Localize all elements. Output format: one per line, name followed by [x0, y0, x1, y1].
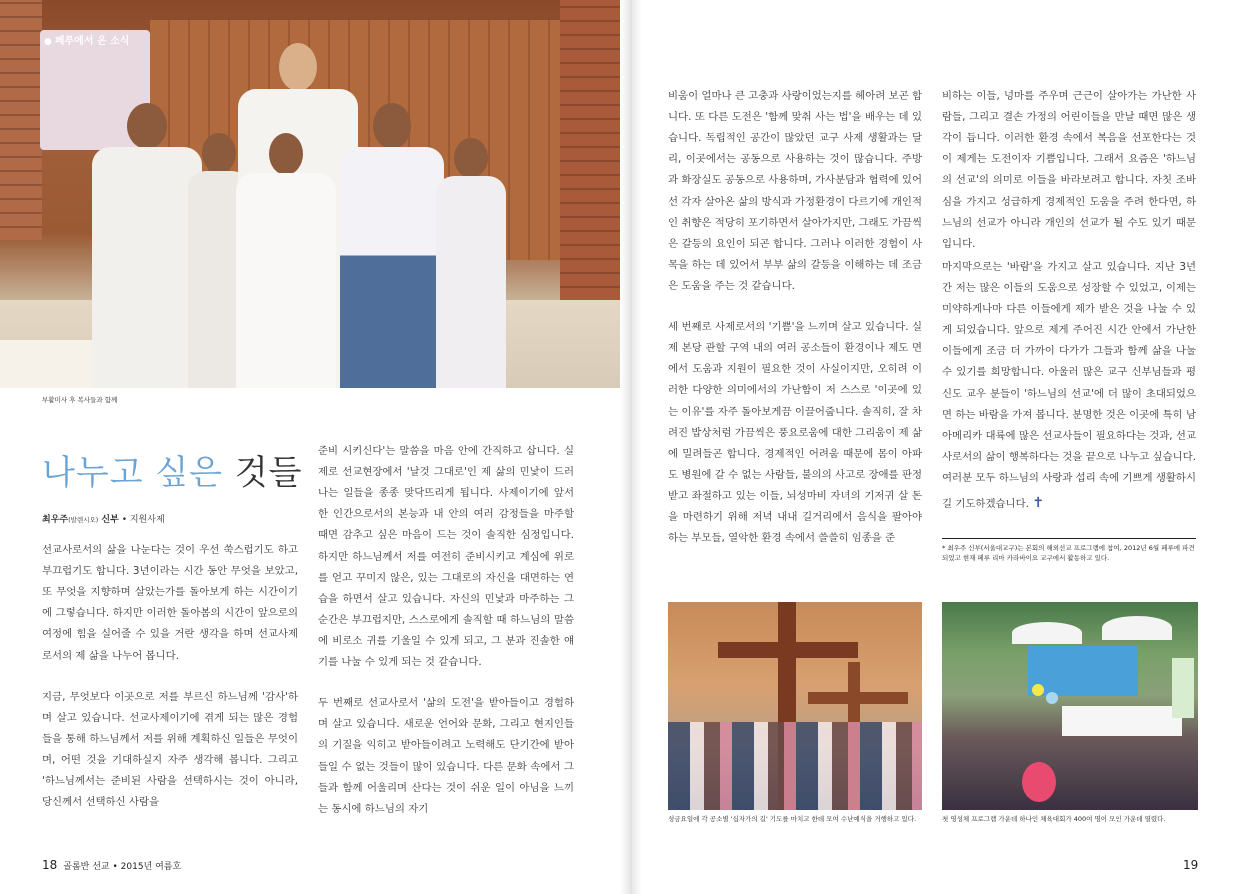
paragraph: 두 번째로 선교사로서 '삶의 도전'을 받아들이고 경험하며 살고 있습니다. 새로운 언어와 문화, 그리고 현지인들의 기질을 익히고 받아들이려고 노력해도 단기간에 받아들일 수 없는 것들이 많이 있습니다. 다른 문화 속에서 그들과 함께 어울리며 산다는 것이 쉬운 일이 아님을 느끼는 동시에 하느님의 자기: [318, 697, 574, 815]
column-2: [318, 441, 574, 840]
photo3-caption: 첫 영성체 프로그램 가운데 하나인 체육대회가 400여 명이 모인 가운데 열렸다.: [942, 815, 1166, 823]
main-photo: [0, 0, 620, 388]
paragraph: 지금, 무엇보다 이곳으로 저를 부르신 하느님께 '감사'하며 살고 있습니다. 선교사제이기에 겪게 되는 많은 경험들을 통해 하느님께서 저를 위해 계획하신 일들은 무엇이며, 어떤 것을 기대하실지 자주 생각해 봅니다. 그리고 '하느님께서는 준비된 사람을 선택하시는 것이 아니라, 당신께서 선택하신 사람을: [42, 690, 298, 809]
main-photo-caption: 부활미사 후 복사들과 함께: [42, 396, 118, 404]
paragraph: 세 번째로 사제로서의 '기쁨'을 느끼며 살고 있습니다. 실제 본당 관할 구역 내의 여러 공소들이 환경이나 제도 면에서 도움과 지원이 필요한 것이 사실이지만, 오히려 이러한 다양한 의미에서의 가난함이 저 스스로 '이곳에 있는 이유'를 자주 돌아보게끔 이끌어줍니다. 솔직히, 잘 차려진 밥상처럼 가끔씩은 풍요로움에 대한 그리움이 제 삶에 밀려들곤 합니다. 경제적인 어려움 때문에 몸이 아파도 병원에 갈 수 없는 사람들, 불의의 사고로 장애를 판정받고 좌절하고 있는 이들, 뇌성마비 자녀의 기저귀 살 돈을 마련하기 위해 저녁 내내 길거리에서 음식을 팔아야 하는 부모들, 열악한 환경 속에서 쓸쓸히 임종을 준: [668, 321, 922, 545]
footnote: * 최우주 신부(서울대교구)는 본회의 해외선교 프로그램에 참여, 2012년 6월 페루에 파견되었고 현재 페루 리마 카라바이요 교구에서 활동하고 있다.: [942, 544, 1195, 562]
byline: 최우주(발렌시오) 신부 • 지원사제: [42, 515, 165, 525]
paragraph: 비움이 얼마나 큰 고충과 사랑이었는지를 헤아려 보곤 합니다. 또 다른 도전은 '함께 맞춰 사는 법'을 배우는 데 있습니다. 독립적인 공간이 많았던 교구 사제 생활과는 달리, 이곳에서는 공동으로 사용하는 것이 많습니다. 주방과 화장실도 공동으로 사용하며, 가사분담과 협력에 있어선 각자 살아온 삶의 방식과 가정환경이 다르기에 개인적인 취향은 적당히 포기하면서 살아가지만, 그래도 가끔씩은 갈등의 요인이 되곤 합니다. 그러나 이러한 경험이 사목을 하는 데 있어서 부부 삶의 갈등을 이해하는 데 조금은 도움을 주는 것 같습니다.: [668, 90, 922, 292]
paragraph: 준비 시키신다'는 말씀을 마음 안에 간직하고 삽니다. 실제로 선교현장에서 '날것 그대로'인 제 삶의 민낯이 드러나는 일들을 종종 맞닥뜨리게 됩니다. 사제이기에 앞서 한 인간으로서의 본능과 내 안의 여러 감정들을 마주할 때면 감추고 싶은 마음이 드는 것이 솔직한 심정입니다. 하지만 하느님께서 저를 여전히 준비시키고 계심에 위로를 얻고 꾸미지 않은, 있는 그대로의 자신을 대면하는 연습을 하면서 살고 있습니다. 자신의 민낯과 마주하는 그 순간은 부끄럽지만, 스스로에게 솔직할 때 하느님의 말씀에 비로소 귀를 기울일 수 있게 되고, 그 분과 진솔한 얘기를 나눌 수 있게 되는 것 같습니다.: [318, 445, 574, 669]
section-kicker: ● 페루에서 온 소식: [44, 32, 129, 47]
column-3: [668, 86, 922, 569]
photo2-caption: 성금요일에 각 공소별 '십자가의 길' 기도를 마치고 한데 모여 수난예식을 거행하고 있다.: [668, 815, 917, 823]
paragraph: 비하는 이들, 넝마를 주우며 근근이 살아가는 가난한 사람들, 그리고 결손 가정의 어린이들을 만날 때면 많은 생각이 듭니다. 이러한 환경 속에서 복음을 선포한다는 것이 제게는 도전이자 기쁨입니다. 그래서 요즘은 '하느님의 선교'의 의미로 이들을 바라보려고 합니다. 자칫 조바심을 가지고 성급하게 경제적인 도움을 주려 한다면, 하느님의 선교가 아니라 개인의 선교가 될 수도 있기 때문입니다.: [942, 90, 1196, 250]
folio-right: 19: [1183, 858, 1199, 872]
paragraph: 마지막으로는 '바람'을 가지고 살고 있습니다. 지난 3년간 저는 많은 이들의 도움으로 성장할 수 있었고, 이제는 미약하게나마 다른 이들에게 제가 받은 것을 나눌 수 있게 되었습니다. 앞으로 제게 주어진 시간 안에서 가난한 이들에게 조금 더 가까이 다가가 그들과 함께 삶을 나눌 수 있기를 희망합니다. 아울러 많은 교구 신부님들과 평신도 교우 분들이 '하느님의 선교'에 더 많이 초대되었으면 하는 바람을 가져 봅니다. 분명한 것은 이곳에 특히 남아메리카 대륙에 많은 선교사들이 필요하다는 것과, 선교사로서의 삶이 행복하다는 것을 끝으로 나누고 싶습니다. 여러분 모두 하느님의 사랑과 섭리 속에 기쁘게 생활하시길 기도하겠습니다. ✝: [942, 260, 1196, 512]
folio-left: 18 골롬반 선교 • 2015년 여름호: [42, 858, 182, 872]
column-1: [42, 540, 298, 833]
cross-icon: ✝: [1032, 495, 1044, 512]
column-4: [942, 86, 1196, 537]
photo-good-friday: [668, 602, 922, 810]
footnote-rule: [942, 538, 1196, 539]
photo-sports-day: [942, 602, 1198, 810]
paragraph: 선교사로서의 삶을 나눈다는 것이 우선 쑥스럽기도 하고 부끄럽기도 합니다. 3년이라는 시간 동안 무엇을 보았고, 또 무엇을 지향하며 살았는가를 돌아보게 하는 시간이기에 그렇습니다. 하지만 이러한 돌아봄의 시간이 앞으로의 여정에 힘을 실어줄 수 있을 거란 생각을 하며 선교사제로서의 제 삶을 나누어 봅니다.: [42, 544, 298, 662]
article-title: 나누고 싶은 것들: [42, 453, 303, 493]
